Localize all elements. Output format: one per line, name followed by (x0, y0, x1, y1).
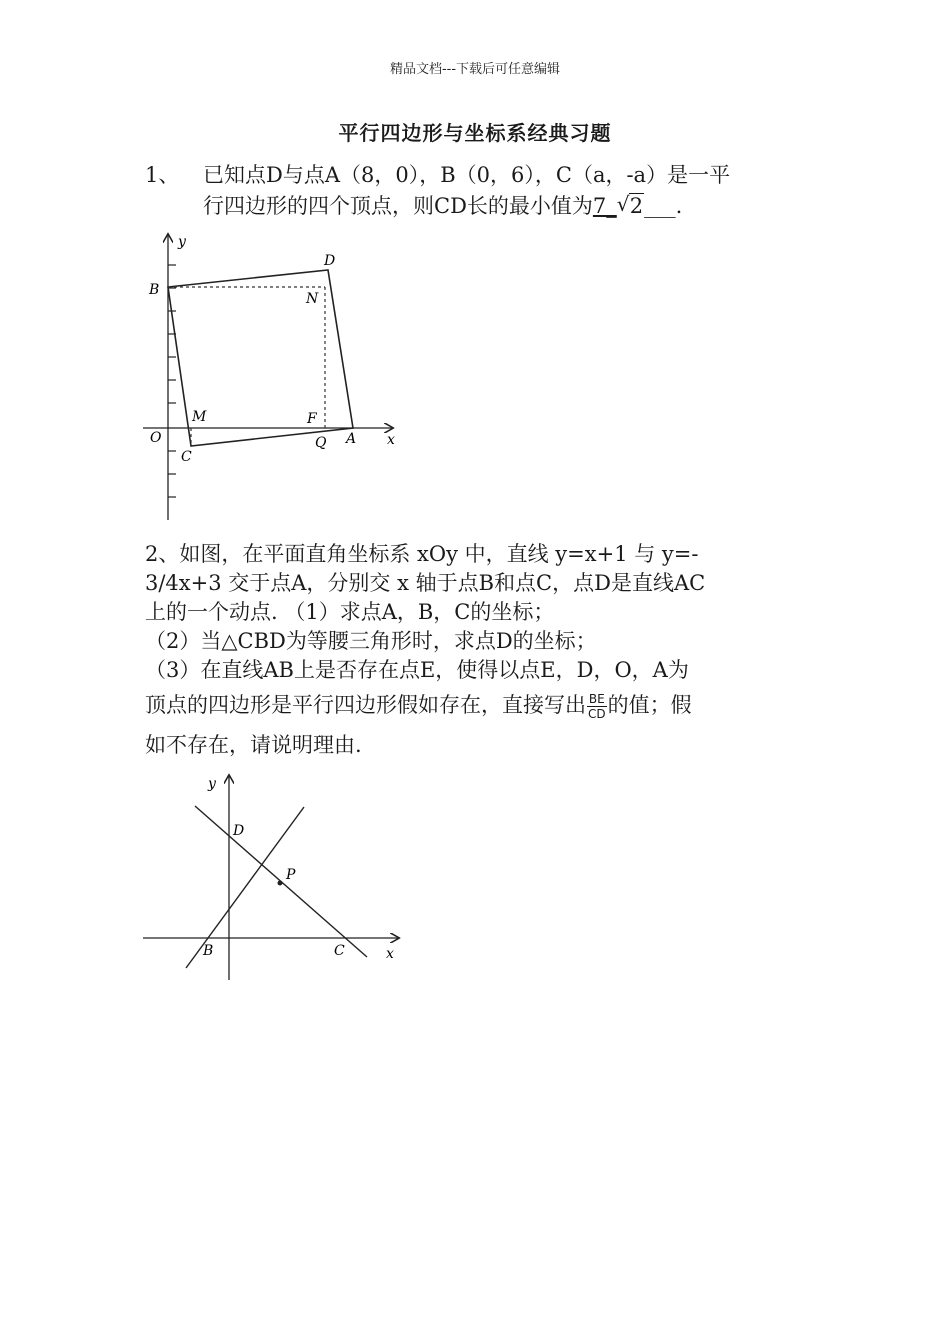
q2-point-P (278, 881, 283, 886)
q1-answer-radicand: 2 (629, 194, 644, 218)
sqrt-radical-sign: √ (616, 192, 630, 216)
q2-label-x: x (386, 946, 394, 962)
q2-label-D: D (233, 823, 245, 839)
q1-label-F: F (307, 411, 317, 427)
q1-line-2-text: 行四边形的四个顶点，则CD长的最小值为 (203, 194, 593, 218)
q1-answer-tail: ___. (644, 194, 683, 218)
q1-label-M: M (192, 409, 207, 425)
q1-label-C: C (181, 449, 192, 465)
q2-label-P: P (286, 867, 296, 883)
q1-label-O: O (150, 430, 162, 446)
q2-line-4: （2）当△CBD为等腰三角形时，求点D的坐标； (145, 629, 597, 653)
q1-label-y: y (178, 234, 186, 250)
q1-label-N: N (306, 291, 319, 307)
q1-label-Q: Q (315, 435, 327, 451)
q2-line-2: 3/4x+3 交于点A，分别交 x 轴于点B和点C，点D是直线AC (145, 571, 706, 595)
q2-line-5: （3）在直线AB上是否存在点E，使得以点E，D，O，A为 (145, 658, 689, 682)
q1-label-D: D (324, 253, 336, 269)
q1-figure (135, 230, 405, 525)
q1-line-2 (203, 191, 682, 221)
q2-line-3: 上的一个动点. （1）求点A，B，C的坐标； (145, 600, 555, 624)
q2-line-1: 2、如图，在平面直角坐标系 xOy 中，直线 y=x+1 与 y=- (145, 542, 699, 566)
q2-line-7: 如不存在，请说明理由. (145, 733, 362, 757)
q1-label-x: x (387, 432, 395, 448)
page-title: 平行四边形与坐标系经典习题 (338, 121, 612, 145)
q1-number: 1、 (145, 163, 180, 187)
q2-line-6 (145, 690, 692, 721)
q1-label-A: A (346, 431, 357, 447)
q2-label-C: C (334, 943, 345, 959)
q1-answer-coef: 7_ (592, 194, 617, 218)
q2-line-6-suffix: 的值；假 (607, 693, 692, 717)
q2-fraction-numerator: BE (588, 692, 605, 706)
q2-fraction (587, 692, 607, 721)
q1-label-B: B (149, 282, 160, 298)
q1-line-1: 已知点D与点A（8，0），B（0，6），C（a，-a）是一平 (203, 163, 731, 187)
q2-figure (140, 770, 410, 985)
q2-line-6-prefix: 顶点的四边形是平行四边形假如存在，直接写出 (145, 693, 586, 717)
q1-answer-sqrt (617, 191, 644, 221)
q2-label-y: y (208, 776, 216, 792)
page-header: 精品文档---下载后可任意编辑 (389, 62, 561, 77)
q2-fraction-denominator: CD (588, 707, 606, 721)
q2-label-B: B (203, 943, 214, 959)
